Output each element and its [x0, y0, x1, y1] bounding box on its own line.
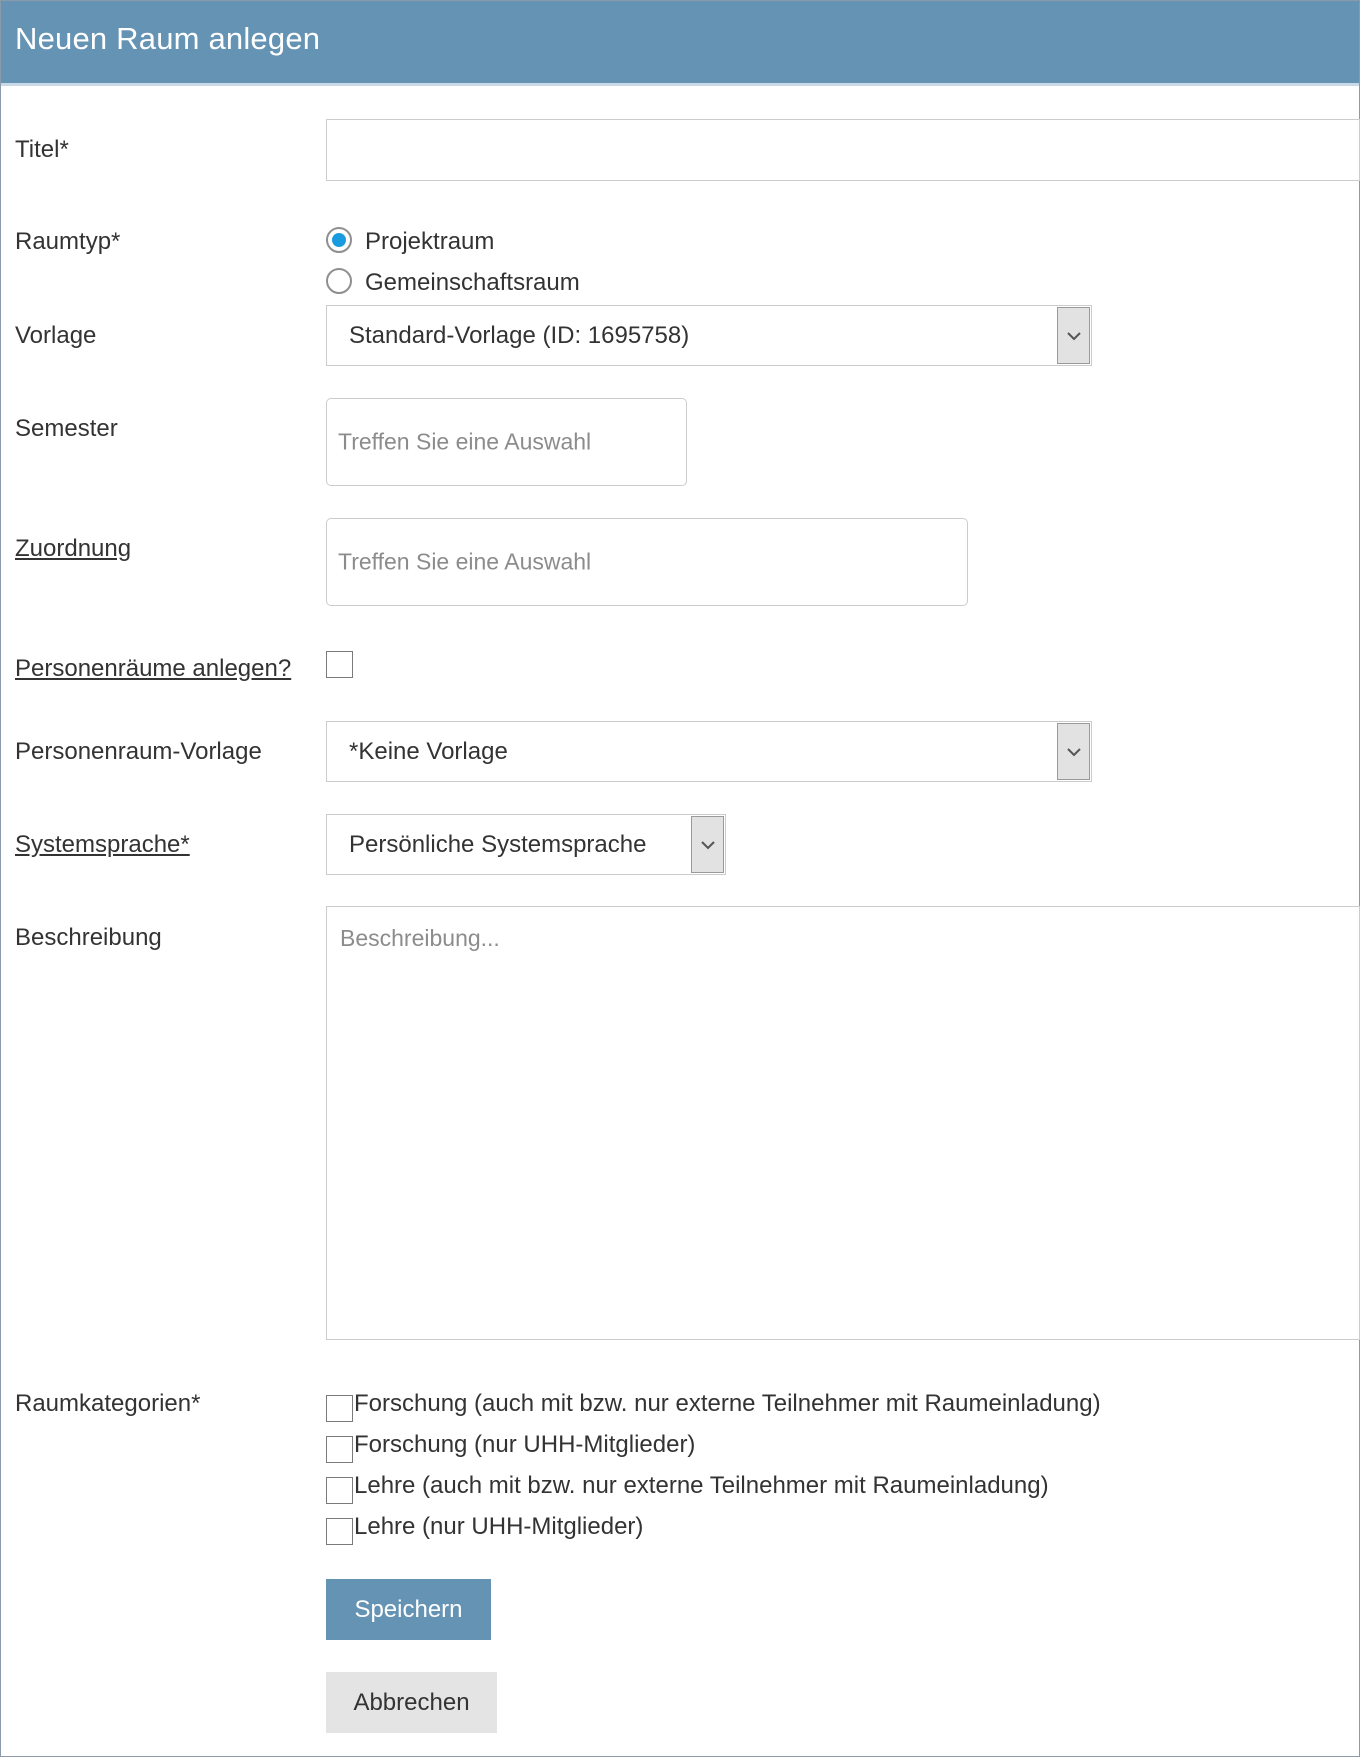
radio-projektraum[interactable] [326, 227, 352, 253]
category-checkbox-forschung-uhh[interactable] [326, 1436, 353, 1463]
description-textarea[interactable] [326, 906, 1360, 1340]
category-checkbox-forschung-extern[interactable] [326, 1395, 353, 1422]
assignment-label-link[interactable]: Zuordnung [15, 535, 132, 562]
save-button[interactable]: Speichern [326, 1579, 491, 1640]
radio-gemeinschaftsraum-label[interactable]: Gemeinschaftsraum [365, 269, 580, 296]
system-language-select[interactable] [326, 814, 726, 875]
personal-room-template-value: *Keine Vorlage [349, 737, 508, 765]
categories-label: Raumkategorien* [15, 1390, 201, 1417]
personal-rooms-label-link[interactable]: Personenräume anlegen? [15, 655, 292, 682]
category-label-forschung-uhh[interactable]: Forschung (nur UHH-Mitglieder) [354, 1431, 696, 1458]
template-select-button[interactable] [1057, 307, 1090, 364]
title-label: Titel* [15, 136, 69, 163]
semester-placeholder: Treffen Sie eine Auswahl [338, 428, 592, 455]
personal-room-template-label: Personenraum-Vorlage [15, 738, 262, 765]
personal-room-template-button[interactable] [1057, 723, 1090, 780]
description-label: Beschreibung [15, 924, 162, 951]
template-select-value: Standard-Vorlage (ID: 1695758) [349, 321, 690, 349]
personal-rooms-checkbox[interactable] [326, 651, 353, 678]
personal-room-template-select[interactable] [326, 721, 1092, 782]
title-input[interactable] [326, 119, 1360, 181]
chevron-down-icon [1066, 331, 1082, 341]
template-label: Vorlage [15, 322, 97, 349]
system-language-value: Persönliche Systemsprache [349, 830, 647, 858]
semester-select[interactable] [326, 398, 687, 486]
system-language-button[interactable] [691, 816, 724, 873]
dialog-title: Neuen Raum anlegen [15, 21, 321, 56]
chevron-down-icon [1066, 747, 1082, 757]
cancel-button[interactable]: Abbrechen [326, 1672, 497, 1733]
chevron-down-icon [700, 840, 716, 850]
template-select[interactable] [326, 305, 1092, 366]
system-language-label-link[interactable]: Systemsprache* [15, 831, 190, 858]
description-placeholder: Beschreibung... [340, 925, 500, 951]
radio-gemeinschaftsraum[interactable] [326, 268, 352, 294]
assignment-select[interactable] [326, 518, 968, 606]
category-checkbox-lehre-uhh[interactable] [326, 1518, 353, 1545]
category-label-forschung-extern[interactable]: Forschung (auch mit bzw. nur externe Teilnehmer mit Raumeinladung) [354, 1390, 1101, 1417]
radio-projektraum-label[interactable]: Projektraum [365, 228, 495, 255]
semester-label: Semester [15, 415, 118, 442]
assignment-placeholder: Treffen Sie eine Auswahl [338, 548, 592, 575]
category-label-lehre-extern[interactable]: Lehre (auch mit bzw. nur externe Teilnehmer mit Raumeinladung) [354, 1472, 1049, 1499]
category-label-lehre-uhh[interactable]: Lehre (nur UHH-Mitglieder) [354, 1513, 644, 1540]
dialog-header [1, 1, 1359, 86]
category-checkbox-lehre-extern[interactable] [326, 1477, 353, 1504]
room-type-label: Raumtyp* [15, 228, 121, 255]
